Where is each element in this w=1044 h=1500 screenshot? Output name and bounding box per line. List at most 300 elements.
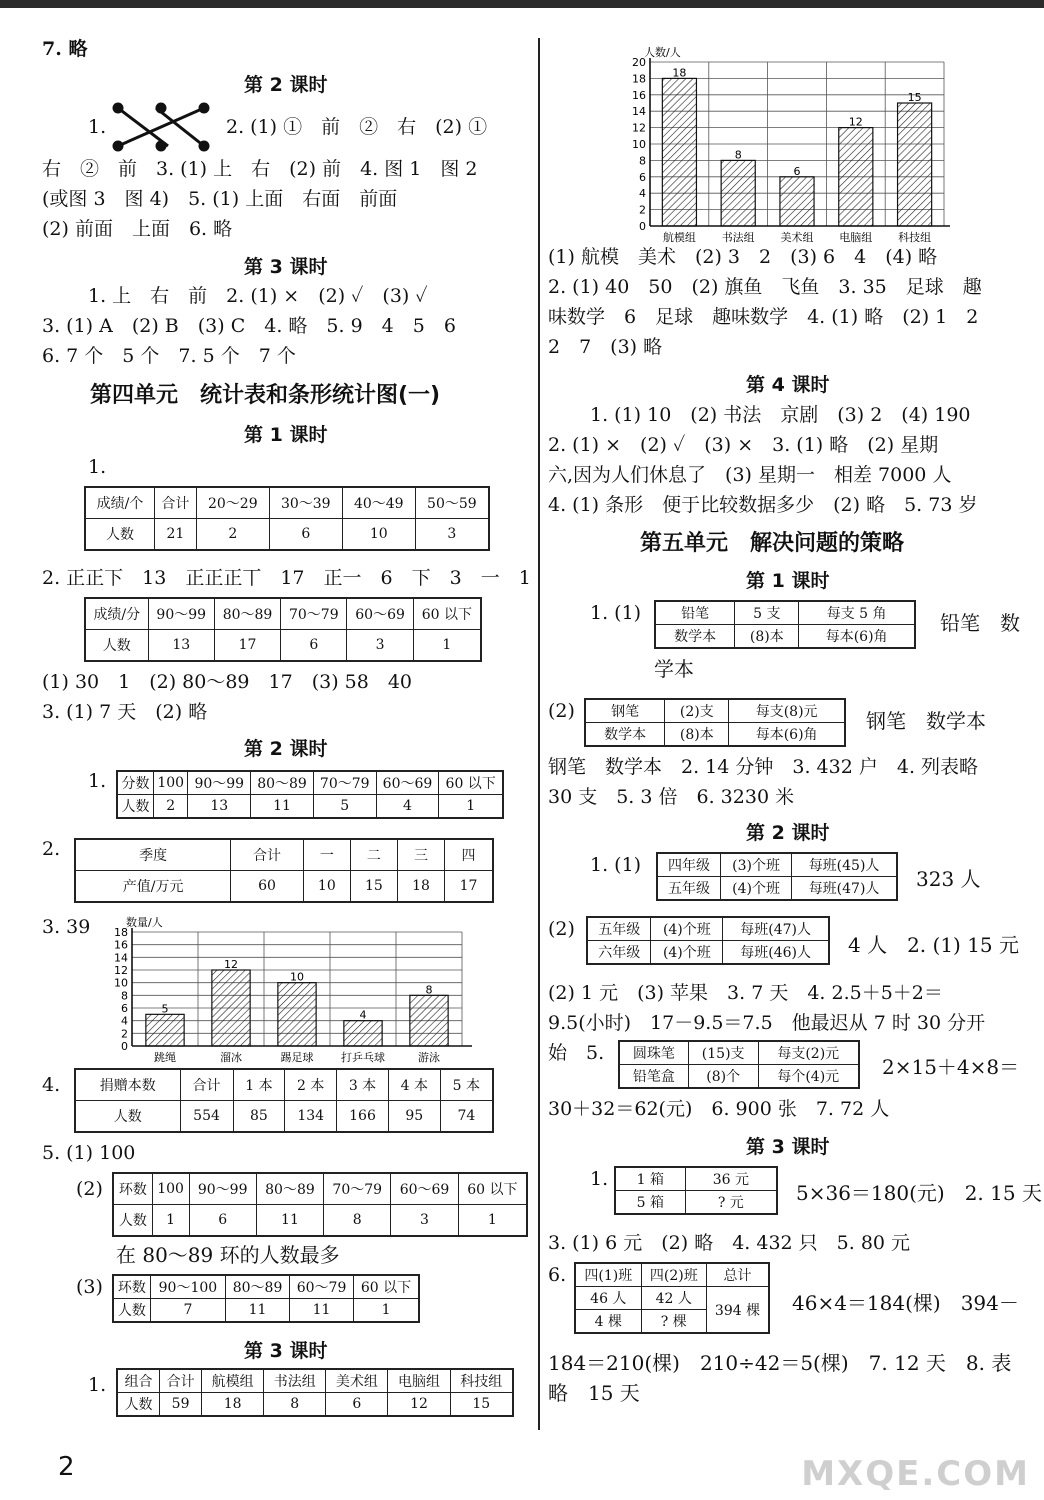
table-cell: 5 本 <box>440 1069 493 1101</box>
lesson-heading: 第 3 课时 <box>244 1340 328 1362</box>
table-cell: 人数 <box>117 1393 160 1417</box>
list-table <box>654 600 916 649</box>
table-cell: 40～49 <box>342 487 415 519</box>
answer-line: 1. (1) 10 (2) 书法 京剧 (3) 2 (4) 190 <box>590 404 971 426</box>
table-cell: 季度 <box>75 839 231 871</box>
table-row <box>75 1101 493 1133</box>
table-cell: 13 <box>148 630 214 662</box>
list-table <box>618 1040 860 1089</box>
donation-table <box>74 1068 494 1133</box>
answer-line: 钢笔 数学本 2. 14 分钟 3. 432 户 4. 列表略 <box>548 756 979 778</box>
column-divider <box>538 38 540 1430</box>
table-cell: 60～79 <box>290 1275 354 1299</box>
table-cell: 铅笔盒 <box>619 1065 688 1089</box>
table-cell: 18 <box>202 1393 264 1417</box>
y-tick-label: 16 <box>114 938 128 952</box>
answer-line: 5. (1) 100 <box>42 1142 136 1164</box>
table-cell: 总计 <box>706 1263 769 1287</box>
table-cell: 科技组 <box>450 1369 513 1393</box>
table-cell: 60 以下 <box>354 1275 419 1299</box>
data-label: 8 <box>425 983 433 997</box>
score-table <box>116 770 504 819</box>
category-label: 跳绳 <box>154 1051 176 1064</box>
question-number: 1. <box>88 456 107 478</box>
answer-line: 184＝210(棵) 210÷42＝5(棵) 7. 12 天 8. 表 <box>548 1351 1012 1375</box>
answer-text: 学本 <box>654 657 694 681</box>
category-label: 美术组 <box>780 231 814 244</box>
answer-line: 5×36＝180(元) 2. 15 天 <box>796 1181 1042 1205</box>
list-table <box>584 698 846 747</box>
table-cell: 3 <box>391 1205 458 1237</box>
table-cell: 五年级 <box>587 917 651 941</box>
table-cell: 产值/万元 <box>75 871 231 903</box>
top-bar <box>0 0 1044 8</box>
data-label: 12 <box>848 115 863 129</box>
table-cell: 航模组 <box>202 1369 264 1393</box>
table-row <box>657 853 897 877</box>
table-cell: 80～89 <box>251 771 314 795</box>
table-header-row <box>75 1069 493 1101</box>
table-cell: 每支 5 角 <box>799 601 915 625</box>
question-number: 1. (1) <box>590 602 642 624</box>
table-row <box>655 625 915 649</box>
table-cell: 4 本 <box>388 1069 440 1101</box>
table-row <box>587 941 829 965</box>
table-cell: 每本(6)角 <box>799 625 915 649</box>
table-cell: 四(2)班 <box>641 1263 706 1287</box>
table-cell: 每支(2)元 <box>758 1041 859 1065</box>
table-cell: ? 元 <box>685 1191 777 1215</box>
answer-line: 味数学 6 足球 趣味数学 4. (1) 略 (2) 1 2 <box>548 306 979 328</box>
answer-line: (或图 3 图 4) 5. (1) 上面 右面 前面 <box>42 188 398 210</box>
table-cell: 4 <box>376 795 439 819</box>
table-cell: 20～29 <box>196 487 269 519</box>
bar <box>721 160 755 226</box>
table-cell: 成绩/个 <box>85 487 155 519</box>
table-cell: 80～89 <box>214 598 280 630</box>
table-cell: 11 <box>251 795 314 819</box>
table-header-row <box>85 487 489 519</box>
category-label: 电脑组 <box>839 231 873 244</box>
table-cell: 组合 <box>117 1369 160 1393</box>
answer-text: 钢笔 数学本 <box>866 709 986 733</box>
y-tick-label: 4 <box>639 187 646 201</box>
table-cell: 6 <box>326 1393 388 1417</box>
answer-line: 3. (1) A (2) B (3) C 4. 略 5. 9 4 5 6 <box>42 315 456 337</box>
list-table <box>586 916 830 965</box>
table-cell: 人数 <box>75 1101 180 1133</box>
answer-line: 46×4＝184(棵) 394－ <box>792 1291 1019 1315</box>
table-cell: 四年级 <box>657 853 720 877</box>
table-row <box>117 795 503 819</box>
table-cell: 11 <box>256 1205 323 1237</box>
table-cell: 3 <box>347 630 413 662</box>
answer-text: 铅笔 数 <box>940 611 1020 635</box>
table-cell: 四 <box>445 839 493 871</box>
table-cell: 4 棵 <box>575 1310 641 1334</box>
table-cell: 捐赠本数 <box>75 1069 180 1101</box>
table-cell: 每班(46)人 <box>723 941 829 965</box>
lesson-heading: 第 2 课时 <box>244 738 328 760</box>
y-tick-label: 12 <box>114 964 128 977</box>
y-tick-label: 12 <box>632 121 646 135</box>
question-part: (2) <box>548 700 575 722</box>
answer-line: 1. 上 右 前 2. (1) × (2) ✓ (3) ✓ <box>88 285 428 307</box>
y-axis-label: 人数/人 <box>644 46 681 59</box>
table-cell: 书法组 <box>264 1369 326 1393</box>
y-tick-label: 20 <box>632 56 646 69</box>
question-part: (2) <box>548 918 575 940</box>
question-number: 1. <box>590 1168 609 1190</box>
table-cell: 60～69 <box>391 1173 458 1205</box>
answer-line: 3. 39 <box>42 916 91 938</box>
y-tick-label: 14 <box>632 105 646 119</box>
table-cell: 人数 <box>117 795 154 819</box>
table-header-row <box>575 1263 769 1287</box>
question-part: (3) <box>76 1276 103 1298</box>
table-cell: 1 <box>413 630 481 662</box>
table-row <box>575 1287 769 1310</box>
table-cell: 六年级 <box>587 941 651 965</box>
table-cell: 90～99 <box>189 1173 256 1205</box>
table-row <box>657 877 897 901</box>
table-cell: 60～69 <box>376 771 439 795</box>
data-label: 15 <box>907 91 922 104</box>
table-row <box>615 1167 777 1191</box>
table-cell: (8)个 <box>688 1065 758 1089</box>
table-cell: 3 本 <box>337 1069 389 1101</box>
table-cell: 70～79 <box>324 1173 391 1205</box>
bar-chart-sports <box>112 912 472 1068</box>
answer-text: 323 人 <box>916 867 981 891</box>
table-cell: 合计 <box>180 1069 233 1101</box>
table-cell: 60～69 <box>347 598 413 630</box>
answer-line: 始 5. <box>548 1042 605 1064</box>
table-cell: (4)个班 <box>651 941 723 965</box>
table-cell: 二 <box>350 839 397 871</box>
table-cell: 60 以下 <box>439 771 503 795</box>
y-tick-label: 6 <box>639 170 646 184</box>
page-number: 2 <box>58 1452 75 1482</box>
table-cell: 5 箱 <box>615 1191 685 1215</box>
question-number: 1. <box>88 1374 107 1396</box>
group-table <box>116 1368 514 1417</box>
table-cell: 1 本 <box>233 1069 285 1101</box>
answer-label: 1. <box>88 116 107 138</box>
answer-line: 4 人 2. (1) 15 元 <box>848 933 1020 957</box>
table-cell: 8 <box>324 1205 391 1237</box>
table-cell: 6 <box>189 1205 256 1237</box>
table-cell: 人数 <box>113 1299 150 1323</box>
category-label: 游泳 <box>418 1051 440 1064</box>
question-number: 6. <box>548 1264 567 1286</box>
answer-line: 2 7 (3) 略 <box>548 336 663 358</box>
table-cell: 美术组 <box>326 1369 388 1393</box>
y-tick-label: 8 <box>121 989 128 1003</box>
table-cell: 2 本 <box>285 1069 337 1101</box>
table-cell: 人数 <box>85 630 148 662</box>
answer-line: (1) 30 1 (2) 80～89 17 (3) 58 40 <box>42 671 413 693</box>
question-number: 1. (1) <box>590 854 642 876</box>
table-cell: 钢笔 <box>585 699 665 723</box>
table-cell: 数学本 <box>655 625 735 649</box>
table-cell: 每支(8)元 <box>729 699 845 723</box>
lesson-heading: 第 1 课时 <box>746 570 830 592</box>
table-cell: 90～99 <box>148 598 214 630</box>
table-row <box>615 1191 777 1215</box>
answer-line: 30＋32＝62(元) 6. 900 张 7. 72 人 <box>548 1098 890 1120</box>
table-cell: 17 <box>214 630 280 662</box>
table-cell: 成绩/分 <box>85 598 148 630</box>
y-tick-label: 10 <box>632 138 646 151</box>
table-cell: 10 <box>342 519 415 551</box>
answer-line: 2. (1) ① 前 ② 右 (2) ① <box>226 116 488 138</box>
y-axis-label: 数量/人 <box>126 916 163 929</box>
output-table <box>74 838 494 903</box>
data-label: 18 <box>672 66 687 80</box>
table-cell: 7 <box>150 1299 225 1323</box>
data-label: 5 <box>161 1002 169 1016</box>
table-cell: 分数 <box>117 771 154 795</box>
table-cell: 394 棵 <box>706 1287 769 1334</box>
bar <box>344 1021 382 1046</box>
data-label: 4 <box>359 1008 367 1022</box>
bar <box>662 78 696 226</box>
table-cell: 11 <box>290 1299 354 1323</box>
table-row <box>655 601 915 625</box>
table-cell: 合计 <box>155 487 197 519</box>
table-cell: 90～100 <box>150 1275 225 1299</box>
table-cell: 电脑组 <box>388 1369 450 1393</box>
table-cell: (3)个班 <box>720 853 791 877</box>
lesson-heading: 第 3 课时 <box>244 256 328 278</box>
answer-line: 略 15 天 <box>548 1381 640 1405</box>
table-cell: 2 <box>154 795 188 819</box>
table-cell: (4)个班 <box>720 877 791 901</box>
table-header-row <box>117 1369 513 1393</box>
table-cell: 46 人 <box>575 1287 641 1310</box>
lesson-heading: 第 3 课时 <box>746 1136 830 1158</box>
answer-line: 右 ② 前 3. (1) 上 右 (2) 前 4. 图 1 图 2 <box>42 158 478 180</box>
table-header-row <box>113 1275 419 1299</box>
list-table <box>614 1166 778 1215</box>
question-number: 1. <box>88 770 107 792</box>
table-cell: 100 <box>154 771 188 795</box>
y-tick-label: 0 <box>121 1040 128 1053</box>
answer-line: (2) 1 元 (3) 苹果 3. 7 天 4. 2.5＋5＋2＝ <box>548 982 943 1004</box>
data-label: 8 <box>734 148 742 162</box>
score-table <box>84 486 490 551</box>
unit-heading: 第四单元 统计表和条形统计图(一) <box>90 383 441 408</box>
y-tick-label: 18 <box>632 72 646 86</box>
answer-line: 在 80～89 环的人数最多 <box>116 1243 340 1267</box>
table-cell: 环数 <box>113 1275 150 1299</box>
answer-line: 9.5(小时) 17－9.5＝7.5 他最迟从 7 时 30 分开 <box>548 1012 986 1034</box>
table-cell: 60 <box>231 871 304 903</box>
category-label: 溜冰 <box>220 1051 242 1064</box>
table-cell: 1 <box>152 1205 189 1237</box>
category-label: 科技组 <box>898 231 932 244</box>
table-row <box>619 1065 859 1089</box>
table-cell: 50～59 <box>415 487 489 519</box>
table-row <box>587 917 829 941</box>
lesson-heading: 第 4 课时 <box>746 374 830 396</box>
table-header-row <box>85 598 481 630</box>
table-cell: 圆珠笔 <box>619 1041 688 1065</box>
category-label: 踢足球 <box>280 1051 314 1064</box>
table-cell: 134 <box>285 1101 337 1133</box>
bar <box>780 177 814 226</box>
category-label: 书法组 <box>721 231 755 244</box>
table-row <box>75 871 493 903</box>
table-cell: 70～79 <box>281 598 347 630</box>
answer-line: 2. (1) 40 50 (2) 旗鱼 飞鱼 3. 35 足球 趣 <box>548 276 982 298</box>
table-cell: 60 以下 <box>413 598 481 630</box>
question-number: 2. <box>42 838 61 860</box>
table-cell: 6 <box>281 630 347 662</box>
tree-table <box>574 1262 770 1334</box>
category-label: 打乒乓球 <box>341 1051 385 1064</box>
table-cell: 人数 <box>85 519 155 551</box>
answer-line: 7. 略 <box>42 38 88 60</box>
table-cell: 1 箱 <box>615 1167 685 1191</box>
y-tick-label: 2 <box>639 203 646 217</box>
table-cell: 每班(47)人 <box>792 877 897 901</box>
table-cell: 80～89 <box>226 1275 290 1299</box>
data-label: 10 <box>290 970 304 984</box>
table-cell: 5 支 <box>735 601 799 625</box>
table-cell: 10 <box>303 871 350 903</box>
table-cell: 21 <box>155 519 197 551</box>
score-table <box>84 597 482 662</box>
bar <box>146 1014 184 1046</box>
question-part: (2) <box>76 1178 103 1200</box>
table-cell: (8)本 <box>735 625 799 649</box>
y-tick-label: 2 <box>121 1027 128 1041</box>
ring-table <box>112 1172 528 1237</box>
table-cell: 59 <box>160 1393 202 1417</box>
table-header-row <box>113 1173 527 1205</box>
answer-line: 4. (1) 条形 便于比较数据多少 (2) 略 5. 73 岁 <box>548 494 978 516</box>
bar <box>212 970 250 1046</box>
table-cell: 12 <box>388 1393 450 1417</box>
answer-line: 六,因为人们休息了 (3) 星期一 相差 7000 人 <box>548 464 952 486</box>
table-cell: 3 <box>415 519 489 551</box>
table-cell: 每个(4)元 <box>758 1065 859 1089</box>
answer-line: (2) 前面 上面 6. 略 <box>42 218 233 240</box>
table-cell: 166 <box>337 1101 389 1133</box>
table-cell: 每班(45)人 <box>792 853 897 877</box>
data-label: 12 <box>224 958 238 971</box>
table-row <box>117 1393 513 1417</box>
table-cell: 70～79 <box>313 771 376 795</box>
table-cell: 42 人 <box>641 1287 706 1310</box>
table-cell: ? 棵 <box>641 1310 706 1334</box>
table-header-row <box>117 771 503 795</box>
list-table <box>656 852 898 901</box>
table-cell: 合计 <box>231 839 304 871</box>
answer-line: (1) 航模 美术 (2) 3 2 (3) 6 4 (4) 略 <box>548 246 938 268</box>
table-cell: (8)本 <box>665 723 729 747</box>
y-tick-label: 10 <box>114 976 128 990</box>
table-cell: 8 <box>264 1393 326 1417</box>
lesson-heading: 第 2 课时 <box>746 822 830 844</box>
table-cell: 90～99 <box>188 771 251 795</box>
table-cell: 30～39 <box>269 487 342 519</box>
answer-line: 30 支 5. 3 倍 6. 3230 米 <box>548 786 795 808</box>
table-cell: 17 <box>445 871 493 903</box>
lesson-heading: 第 1 课时 <box>244 424 328 446</box>
bar <box>839 128 873 226</box>
answer-line: 3. (1) 6 元 (2) 略 4. 432 只 5. 80 元 <box>548 1232 911 1254</box>
table-cell: 13 <box>188 795 251 819</box>
answer-line: 2. (1) × (2) ✓ (3) × 3. (1) 略 (2) 星期 <box>548 434 939 456</box>
lesson-heading: 第 2 课时 <box>244 74 328 96</box>
table-cell: 2 <box>196 519 269 551</box>
table-cell: 五年级 <box>657 877 720 901</box>
table-cell: 数学本 <box>585 723 665 747</box>
table-cell: 5 <box>313 795 376 819</box>
table-cell: 四(1)班 <box>575 1263 641 1287</box>
table-cell: 11 <box>226 1299 290 1323</box>
table-cell: 80～89 <box>256 1173 323 1205</box>
table-cell: 1 <box>354 1299 419 1323</box>
table-cell: 一 <box>303 839 350 871</box>
table-cell: 1 <box>458 1205 527 1237</box>
table-cell: 环数 <box>113 1173 152 1205</box>
bar-chart-groups <box>620 38 950 244</box>
answer-line: 6. 7 个 5 个 7. 5 个 7 个 <box>42 345 296 367</box>
table-cell: 6 <box>269 519 342 551</box>
question-number: 4. <box>42 1074 61 1096</box>
table-row <box>113 1205 527 1237</box>
unit-heading: 第五单元 解决问题的策略 <box>640 531 905 556</box>
y-tick-label: 6 <box>121 1002 128 1015</box>
y-tick-label: 14 <box>114 951 128 965</box>
table-cell: 每本(6)角 <box>729 723 845 747</box>
table-row <box>85 630 481 662</box>
table-cell: 60 以下 <box>458 1173 527 1205</box>
table-row <box>85 519 489 551</box>
table-cell: 铅笔 <box>655 601 735 625</box>
category-label: 航模组 <box>662 231 696 244</box>
y-tick-label: 0 <box>639 220 646 233</box>
bar <box>278 983 316 1046</box>
table-row <box>585 699 845 723</box>
answer-text: 2×15＋4×8＝ <box>882 1055 1020 1079</box>
y-tick-label: 18 <box>114 926 128 939</box>
table-cell: 15 <box>350 871 397 903</box>
tally-line: 2. 正正下 13 正正正丅 17 正一 6 下 3 一 1 <box>42 567 531 589</box>
table-cell: (4)个班 <box>651 917 723 941</box>
matching-lines-diagram <box>112 102 210 152</box>
table-header-row <box>75 839 493 871</box>
table-row <box>619 1041 859 1065</box>
bar <box>410 995 448 1046</box>
table-cell: 18 <box>397 871 444 903</box>
table-cell: 95 <box>388 1101 440 1133</box>
table-row <box>585 723 845 747</box>
answer-line: 3. (1) 7 天 (2) 略 <box>42 701 208 723</box>
table-cell: 人数 <box>113 1205 152 1237</box>
table-cell: 74 <box>440 1101 493 1133</box>
y-tick-label: 4 <box>121 1014 128 1028</box>
table-cell: 每班(47)人 <box>723 917 829 941</box>
table-cell: (15)支 <box>688 1041 758 1065</box>
table-cell: 三 <box>397 839 444 871</box>
table-cell: 100 <box>152 1173 189 1205</box>
ring-table-2 <box>112 1274 420 1323</box>
